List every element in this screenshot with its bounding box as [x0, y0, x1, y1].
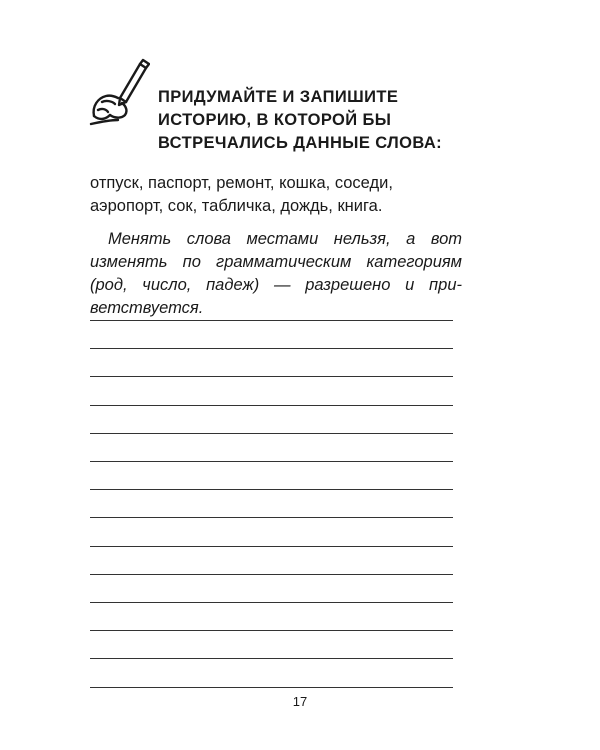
writing-line[interactable]: [90, 546, 453, 547]
instruction-note-line: ветствуется.: [90, 299, 204, 317]
task-heading-line: ИСТОРИЮ, В КОТОРОЙ БЫ: [158, 111, 392, 129]
writing-line[interactable]: [90, 489, 453, 490]
writing-line[interactable]: [90, 376, 453, 377]
writing-line[interactable]: [90, 658, 453, 659]
writing-line[interactable]: [90, 348, 453, 349]
writing-line[interactable]: [90, 461, 453, 462]
word-list-line: отпуск, паспорт, ремонт, кошка, соседи,: [90, 174, 393, 192]
task-heading-line: ВСТРЕЧАЛИСЬ ДАННЫЕ СЛОВА:: [158, 134, 443, 152]
instruction-note-line: Менять слова местами нельзя, а вот: [108, 230, 462, 248]
writing-line[interactable]: [90, 630, 453, 631]
task-heading-line: ПРИДУМАЙТЕ И ЗАПИШИТЕ: [158, 88, 399, 106]
instruction-note-line: (род, число, падеж) — разрешено и при-: [90, 276, 462, 294]
writing-line[interactable]: [90, 320, 453, 321]
word-list-line: аэропорт, сок, табличка, дождь, книга.: [90, 197, 383, 215]
writing-line[interactable]: [90, 405, 453, 406]
writing-line[interactable]: [90, 687, 453, 688]
writing-line[interactable]: [90, 433, 453, 434]
page-number: 17: [292, 694, 308, 709]
writing-line[interactable]: [90, 517, 453, 518]
answer-lines[interactable]: [90, 0, 453, 750]
writing-line[interactable]: [90, 574, 453, 575]
instruction-note-line: изменять по грамматическим категориям: [90, 253, 462, 271]
writing-line[interactable]: [90, 602, 453, 603]
